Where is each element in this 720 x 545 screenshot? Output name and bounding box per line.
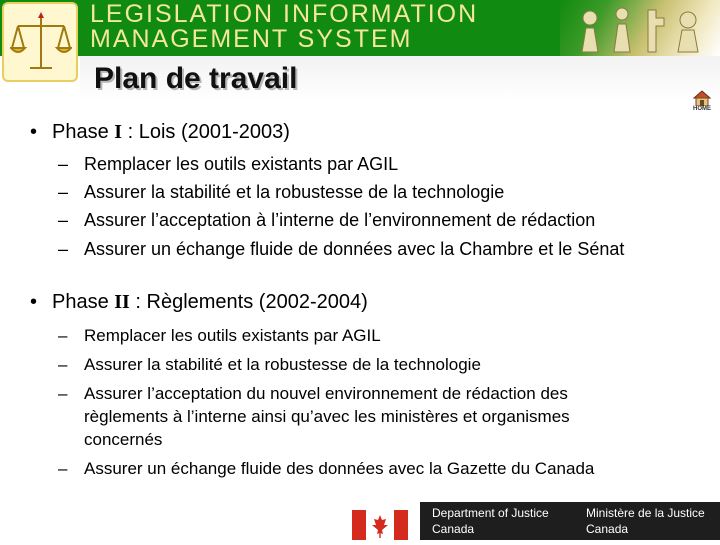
footer-dept-en: Department of Justice: [432, 506, 549, 520]
phase2-item-text: concernés: [84, 430, 163, 449]
system-title-line1: LEGISLATION INFORMATION: [90, 0, 479, 28]
phase1-item-text: Assurer la stabilité et la robustesse de la technologie: [84, 182, 505, 202]
chess-pieces-image: [560, 0, 720, 56]
home-label: HOME: [693, 106, 711, 112]
home-icon: [690, 90, 714, 106]
phase2-prefix: Phase: [52, 291, 115, 313]
maple-leaf-flag-icon: [352, 510, 408, 540]
canada-flag: [352, 510, 408, 540]
scales-icon: [10, 10, 72, 76]
footer-signature-band: [420, 502, 720, 540]
bullet-dot: •: [30, 121, 38, 143]
phase1-numeral: I: [114, 121, 123, 143]
footer-canada-fr: Canada: [586, 522, 629, 536]
phase2-title: : Règlements (2002-2004): [129, 291, 368, 313]
phase2-heading-text: [52, 291, 368, 314]
phase1-item-text: Assurer un échange fluide de données avec la Chambre et le Sénat: [84, 239, 625, 259]
system-title-line2: MANAGEMENT SYSTEM: [90, 25, 413, 53]
footer-dept-fr: Ministère de la Justice: [586, 506, 705, 520]
page-title: Plan de travail: [94, 62, 298, 95]
phase1-item-text: Assurer l’acceptation à l’interne de l’environnement de rédaction: [84, 210, 596, 230]
phase2-item-text: Assurer la stabilité et la robustesse de la technologie: [84, 355, 481, 374]
bullet-dot: •: [30, 291, 38, 313]
justice-scales-logo: [2, 2, 78, 82]
phase2-item-text: Assurer l’acceptation du nouvel environnement de rédaction des: [84, 384, 568, 403]
phase1-heading-text: [52, 121, 290, 144]
phase1-title: : Lois (2001-2003): [122, 121, 290, 143]
phase2-item-text: Assurer un échange fluide des données avec la Gazette du Canada: [84, 459, 595, 478]
footer-canada-en: Canada: [432, 522, 475, 536]
phase2-item-text: règlements à l’interne ainsi qu’avec les ministères et organismes: [84, 407, 570, 426]
header-banner: [0, 0, 720, 56]
phase2-numeral: II: [114, 291, 130, 313]
phase1-item-text: Remplacer les outils existants par AGIL: [84, 154, 399, 174]
phase2-item-text: Remplacer les outils existants par AGIL: [84, 326, 381, 345]
home-button[interactable]: [690, 90, 714, 114]
phase1-prefix: Phase: [52, 121, 115, 143]
